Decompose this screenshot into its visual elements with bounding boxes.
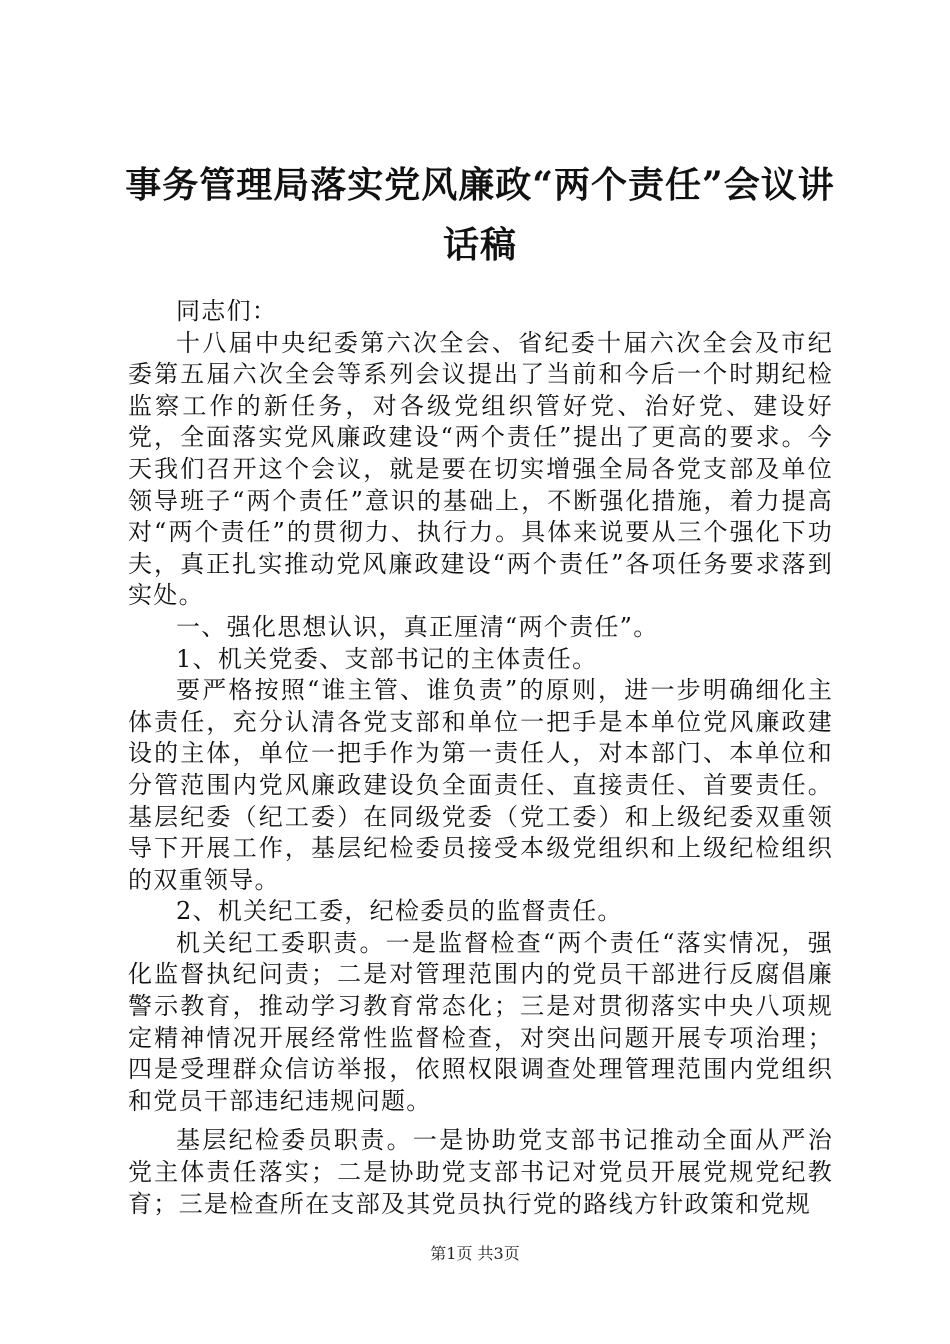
subheading-2: 2、机关纪工委，纪检委员的监督责任。 [176,897,623,926]
intro-paragraph: 十八届中央纪委第六次全会、省纪委十届六次全会及市纪委第五届六次全会等系列会议提出了当前和今后一个时期纪检监察工作的新任务，对各级党组织管好党、治好党、建设好党，全面落实党风廉政建设“两个责任”提出了更高的要求。今天我们召开这个会议，就是要在切实增强全局各党支部及单位领导班子“两个责任”意识的基础上，不断强化措施，着力提高对“两个责任”的贯彻力、执行力。具体来说要从三个强化下功夫，真正扎实推动党风廉政建设“两个责任”各项任务要求落到实处。 [128,328,833,610]
subheading-1: 1、机关党委、支部书记的主体责任。 [176,644,598,673]
body-paragraph: 基层纪检委员职责。一是协助党支部书记推动全面从严治党主体责任落实；二是协助党支部书记对党员开展党规党纪教育；三是检查所在支部及其党员执行党的路线方针政策和党规 [128,1126,833,1218]
document-title [110,155,850,275]
document-body [128,296,833,1220]
title-line-2: 话稿 [442,224,517,266]
page-number-footer: 第1页 共3页 [430,1244,520,1263]
body-paragraph: 机关纪工委职责。一是监督检查“两个责任“落实情况，强化监督执纪问责；二是对管理范围内的党员干部进行反腐倡廉警示教育，推动学习教育常态化；三是对贯彻落实中央八项规定精神情况开展经常性监督检查，对突出问题开展专项治理；四是受理群众信访举报，依照权限调查处理管理范围内党组织和党员干部违纪违规问题。 [128,928,833,1115]
salutation: 同志们： [176,297,278,325]
title-line-1: 事务管理局落实党风廉政“两个责任”会议讲 [125,164,835,206]
body-paragraph: 要严格按照“谁主管、谁负责”的原则，进一步明确细化主体责任，充分认清各党支部和单位一把手是本单位党风廉政建设的主体，单位一把手作为第一责任人，对本部门、本单位和分管范围内党风廉政建设负全面责任、直接责任、首要责任。基层纪委（纪工委）在同级党委（党工委）和上级纪委双重领导下开展工作，基层纪检委员接受本级党组织和上级纪检组织的双重领导。 [128,676,833,894]
section-heading-1: 一、强化思想认识，真正厘清“两个责任”。 [176,612,659,641]
